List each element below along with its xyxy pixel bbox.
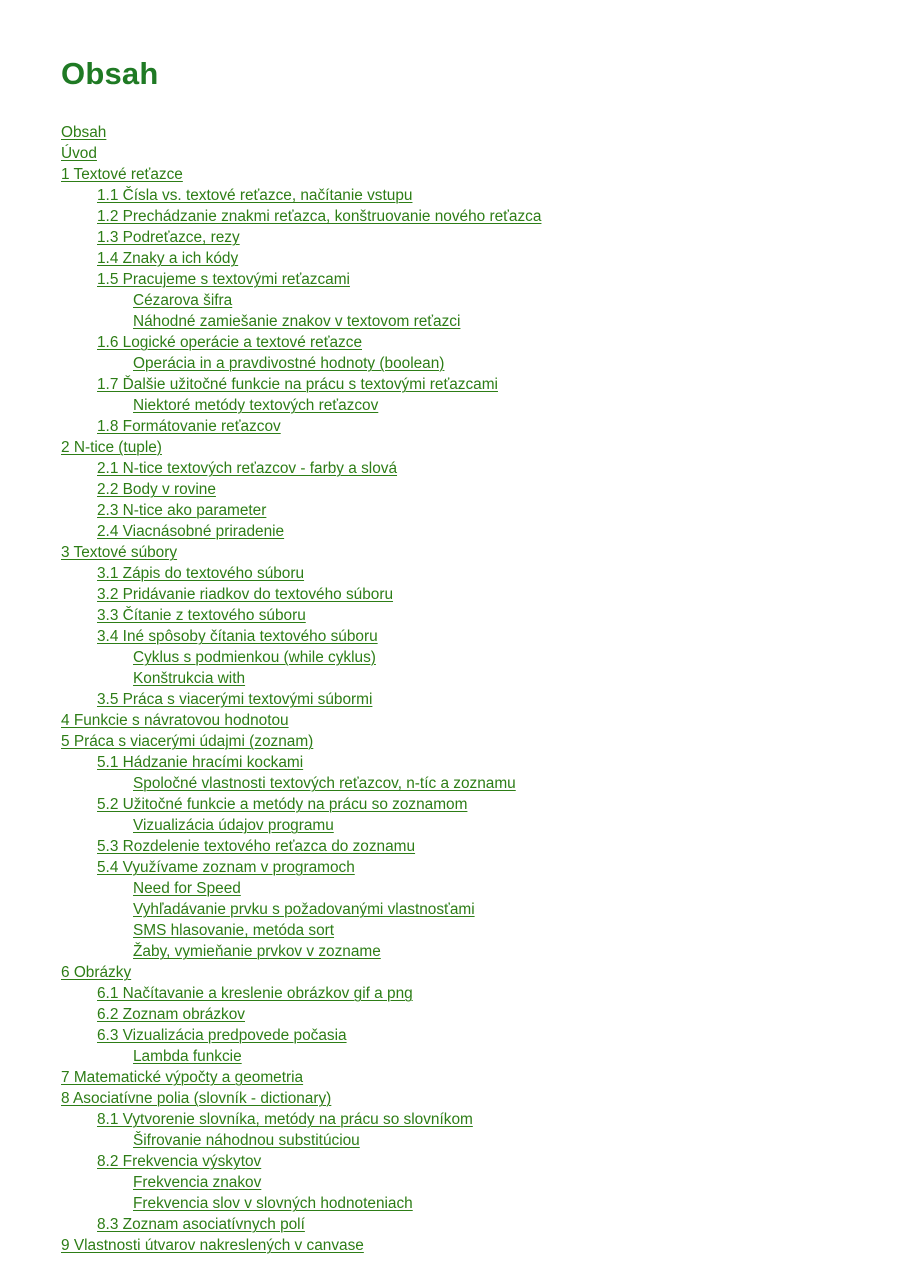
- toc-entry: [61, 689, 541, 710]
- toc-entry: [61, 143, 541, 164]
- toc-link[interactable]: 1.3 Podreťazce, rezy: [97, 229, 240, 246]
- toc-link[interactable]: 2.1 N-tice textových reťazcov - farby a slová: [97, 460, 398, 477]
- toc-entry: [61, 332, 541, 353]
- toc-entry: [61, 815, 541, 836]
- table-of-contents: [61, 122, 541, 1256]
- toc-entry: [61, 437, 541, 458]
- toc-entry: [61, 1088, 541, 1109]
- toc-link[interactable]: Žaby, vymieňanie prvkov v zozname: [133, 943, 381, 960]
- toc-link[interactable]: Konštrukcia with: [133, 670, 246, 687]
- toc-link[interactable]: 8.2 Frekvencia výskytov: [97, 1153, 262, 1170]
- toc-link[interactable]: 1.2 Prechádzanie znakmi reťazca, konštruovanie nového reťazca: [97, 208, 542, 225]
- toc-entry: [61, 626, 541, 647]
- toc-link[interactable]: 5.2 Užitočné funkcie a metódy na prácu so zoznamom: [97, 796, 468, 813]
- toc-entry: [61, 1235, 541, 1256]
- toc-link[interactable]: Náhodné zamiešanie znakov v textovom reťazci: [133, 313, 461, 330]
- toc-entry: [61, 521, 541, 542]
- toc-link[interactable]: Frekvencia znakov: [133, 1174, 262, 1191]
- toc-entry: [61, 164, 541, 185]
- toc-entry: [61, 1151, 541, 1172]
- toc-link[interactable]: 1.6 Logické operácie a textové reťazce: [97, 334, 363, 351]
- toc-link[interactable]: SMS hlasovanie, metóda sort: [133, 922, 335, 939]
- toc-link[interactable]: 3.2 Pridávanie riadkov do textového súboru: [97, 586, 394, 603]
- toc-link[interactable]: 9 Vlastnosti útvarov nakreslených v canvase: [61, 1237, 364, 1254]
- toc-entry: [61, 479, 541, 500]
- toc-link[interactable]: 3.1 Zápis do textového súboru: [97, 565, 305, 582]
- toc-entry: [61, 647, 541, 668]
- toc-link[interactable]: 5.3 Rozdelenie textového reťazca do zoznamu: [97, 838, 416, 855]
- toc-link[interactable]: 3.5 Práca s viacerými textovými súbormi: [97, 691, 373, 708]
- toc-entry: [61, 857, 541, 878]
- toc-link[interactable]: 1.5 Pracujeme s textovými reťazcami: [97, 271, 350, 288]
- toc-link[interactable]: 1.4 Znaky a ich kódy: [97, 250, 239, 267]
- toc-entry: [61, 185, 541, 206]
- toc-entry: [61, 1004, 541, 1025]
- toc-link[interactable]: 3.3 Čítanie z textového súboru: [97, 607, 306, 624]
- toc-entry: [61, 1109, 541, 1130]
- toc-link[interactable]: Cyklus s podmienkou (while cyklus): [133, 649, 376, 666]
- toc-link[interactable]: 3 Textové súbory: [61, 544, 178, 561]
- toc-entry: [61, 584, 541, 605]
- toc-entry: [61, 374, 541, 395]
- toc-entry: [61, 605, 541, 626]
- toc-link[interactable]: Operácia in a pravdivostné hodnoty (boolean): [133, 355, 445, 372]
- toc-link[interactable]: Vizualizácia údajov programu: [133, 817, 334, 834]
- toc-link[interactable]: Vyhľadávanie prvku s požadovanými vlastnosťami: [133, 901, 475, 918]
- toc-entry: [61, 290, 541, 311]
- toc-link[interactable]: 3.4 Iné spôsoby čítania textového súboru: [97, 628, 378, 645]
- toc-link[interactable]: 1.8 Formátovanie reťazcov: [97, 418, 281, 435]
- toc-link[interactable]: Frekvencia slov v slovných hodnoteniach: [133, 1195, 413, 1212]
- toc-entry: [61, 731, 541, 752]
- toc-entry: [61, 794, 541, 815]
- toc-entry: [61, 542, 541, 563]
- toc-entry: [61, 1130, 541, 1151]
- toc-entry: [61, 983, 541, 1004]
- toc-entry: [61, 269, 541, 290]
- toc-link[interactable]: 8 Asociatívne polia (slovník - dictionary): [61, 1090, 332, 1107]
- toc-entry: [61, 416, 541, 437]
- toc-link[interactable]: 4 Funkcie s návratovou hodnotou: [61, 712, 289, 729]
- toc-link[interactable]: 1.1 Čísla vs. textové reťazce, načítanie vstupu: [97, 187, 413, 204]
- toc-entry: [61, 122, 541, 143]
- toc-entry: [61, 752, 541, 773]
- toc-link[interactable]: Obsah: [61, 124, 107, 141]
- toc-link[interactable]: 2.4 Viacnásobné priradenie: [97, 523, 285, 540]
- toc-link[interactable]: 5.4 Využívame zoznam v programoch: [97, 859, 355, 876]
- toc-link[interactable]: 5 Práca s viacerými údajmi (zoznam): [61, 733, 314, 750]
- toc-entry: [61, 920, 541, 941]
- toc-entry: [61, 353, 541, 374]
- page-title: Obsah: [61, 56, 159, 91]
- toc-entry: [61, 458, 541, 479]
- toc-entry: [61, 1193, 541, 1214]
- toc-link[interactable]: 7 Matematické výpočty a geometria: [61, 1069, 304, 1086]
- toc-entry: [61, 836, 541, 857]
- toc-entry: [61, 962, 541, 983]
- toc-link[interactable]: Spoločné vlastnosti textových reťazcov, n-tíc a zoznamu: [133, 775, 516, 792]
- toc-entry: [61, 311, 541, 332]
- toc-link[interactable]: Lambda funkcie: [133, 1048, 242, 1065]
- toc-link[interactable]: 8.3 Zoznam asociatívnych polí: [97, 1216, 305, 1233]
- toc-entry: [61, 1214, 541, 1235]
- toc-entry: [61, 941, 541, 962]
- toc-link[interactable]: 1.7 Ďalšie užitočné funkcie na prácu s textovými reťazcami: [97, 376, 498, 393]
- toc-entry: [61, 878, 541, 899]
- toc-entry: [61, 1025, 541, 1046]
- toc-link[interactable]: Úvod: [61, 145, 97, 162]
- toc-link[interactable]: Cézarova šifra: [133, 292, 233, 309]
- toc-link[interactable]: Niektoré metódy textových reťazcov: [133, 397, 379, 414]
- toc-entry: [61, 773, 541, 794]
- toc-link[interactable]: 6 Obrázky: [61, 964, 132, 981]
- toc-entry: [61, 563, 541, 584]
- toc-entry: [61, 1046, 541, 1067]
- toc-link[interactable]: Need for Speed: [133, 880, 241, 897]
- toc-link[interactable]: 2.2 Body v rovine: [97, 481, 216, 498]
- toc-link[interactable]: 1 Textové reťazce: [61, 166, 183, 183]
- toc-link[interactable]: 8.1 Vytvorenie slovníka, metódy na prácu so slovníkom: [97, 1111, 473, 1128]
- toc-link[interactable]: 6.1 Načítavanie a kreslenie obrázkov gif a png: [97, 985, 413, 1002]
- toc-link[interactable]: 6.3 Vizualizácia predpovede počasia: [97, 1027, 347, 1044]
- toc-link[interactable]: 2.3 N-tice ako parameter: [97, 502, 267, 519]
- toc-entry: [61, 710, 541, 731]
- toc-entry: [61, 248, 541, 269]
- toc-link[interactable]: Šifrovanie náhodnou substitúciou: [133, 1132, 360, 1149]
- toc-entry: [61, 395, 541, 416]
- toc-entry: [61, 1067, 541, 1088]
- toc-link[interactable]: 5.1 Hádzanie hracími kockami: [97, 754, 304, 771]
- toc-entry: [61, 899, 541, 920]
- toc-entry: [61, 206, 541, 227]
- toc-entry: [61, 1172, 541, 1193]
- toc-link[interactable]: 2 N-tice (tuple): [61, 439, 162, 456]
- toc-link[interactable]: 6.2 Zoznam obrázkov: [97, 1006, 245, 1023]
- toc-entry: [61, 227, 541, 248]
- toc-entry: [61, 500, 541, 521]
- toc-entry: [61, 668, 541, 689]
